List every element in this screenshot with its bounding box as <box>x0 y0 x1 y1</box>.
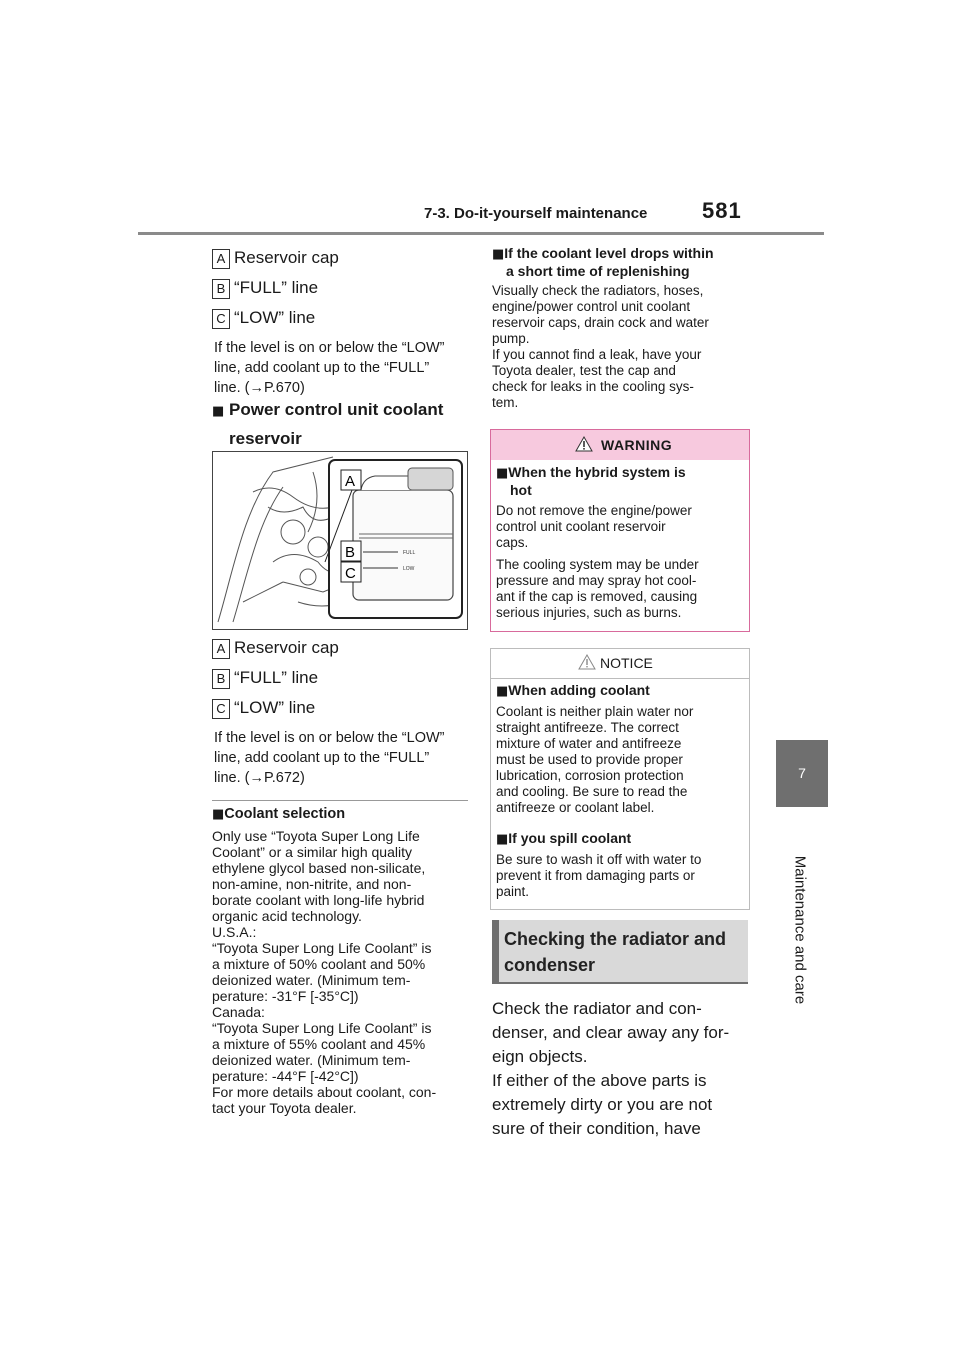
body-line: ethylene glycol based non-silicate, <box>212 860 426 876</box>
body-line: deionized water. (Minimum tem- <box>212 972 411 988</box>
list-item-label: Reservoir cap <box>234 638 339 657</box>
warning-triangle-icon <box>575 436 593 452</box>
section-divider <box>212 800 468 801</box>
full-mark-label: FULL <box>403 550 416 556</box>
heading-text: When the hybrid system is <box>508 464 686 480</box>
body-line: Coolant is neither plain water nor <box>496 704 694 719</box>
body-line: serious injuries, such as burns. <box>496 605 682 620</box>
body-line: borate coolant with long-life hybrid <box>212 892 425 908</box>
heading-accent-bar <box>492 920 499 982</box>
body-line: deionized water. (Minimum tem- <box>212 1052 411 1068</box>
level-note <box>214 338 466 398</box>
body-line: The cooling system may be under <box>496 557 699 572</box>
callout-tag: A <box>212 639 230 659</box>
section-title: 7-3. Do-it-yourself maintenance <box>424 205 648 222</box>
note-line: line. (→P.672) <box>214 770 305 786</box>
body-line: Do not remove the engine/power <box>496 503 692 518</box>
warning-title: WARNING <box>601 437 673 453</box>
heading-text: condenser <box>504 955 596 975</box>
callout-tag: C <box>212 309 230 329</box>
notice-para1 <box>496 704 746 816</box>
body-line: paint. <box>496 884 530 899</box>
body-line: must be used to provide proper <box>496 752 683 767</box>
body-line: a mixture of 50% coolant and 50% <box>212 956 426 972</box>
heading-text: If the coolant level drops within <box>504 245 714 261</box>
heading-text: Checking the radiator and <box>504 929 727 949</box>
heading-text: Power control unit coolant <box>229 400 444 419</box>
body-line: Check the radiator and con- <box>492 999 702 1018</box>
heading-text: a short time of replenishing <box>506 263 690 279</box>
heading-text: When adding coolant <box>508 682 650 698</box>
note-line: If the level is on or below the “LOW” <box>214 730 445 746</box>
square-bullet-icon: ■ <box>496 832 509 847</box>
body-line: eign objects. <box>492 1047 588 1066</box>
body-line: If you cannot find a leak, have your <box>492 347 702 362</box>
body-line: antifreeze or coolant label. <box>496 800 655 815</box>
body-line: “Toyota Super Long Life Coolant” is <box>212 940 432 956</box>
coolant-selection-body <box>212 828 474 1116</box>
body-line: caps. <box>496 535 529 550</box>
level-note <box>214 728 466 788</box>
square-bullet-icon: ■ <box>496 466 509 481</box>
notice-title: NOTICE <box>600 655 653 671</box>
body-line: prevent it from damaging parts or <box>496 868 695 883</box>
heading-rule <box>492 982 748 984</box>
body-line: extremely dirty or you are not <box>492 1095 713 1114</box>
heading-text: Coolant selection <box>224 806 346 822</box>
list-item-label: “LOW” line <box>234 698 316 717</box>
list-item-label: “FULL” line <box>234 668 319 687</box>
body-line: mixture of water and antifreeze <box>496 736 682 751</box>
callout-b: B <box>345 544 356 561</box>
radiator-heading <box>504 926 726 978</box>
notice-heading-1 <box>496 682 650 699</box>
list-item-label: “FULL” line <box>234 278 319 297</box>
warning-header <box>491 430 749 460</box>
callout-tag: A <box>212 249 230 269</box>
warning-heading <box>496 464 746 498</box>
callout-tag: C <box>212 699 230 719</box>
heading-text: reservoir <box>229 429 302 448</box>
coolant-selection-heading <box>212 806 345 822</box>
body-line: perature: -44°F [-42°C]) <box>212 1068 359 1084</box>
low-mark-label: LOW <box>403 566 415 572</box>
notice-heading-2 <box>496 830 631 847</box>
body-line: non-amine, non-nitrite, and non- <box>212 876 412 892</box>
caution-triangle-icon <box>578 654 596 670</box>
engine-illustration <box>212 451 468 630</box>
body-line: control unit coolant reservoir <box>496 519 666 534</box>
body-line: tem. <box>492 395 519 410</box>
body-line: ant if the cap is removed, causing <box>496 589 698 604</box>
note-line: If the level is on or below the “LOW” <box>214 340 445 356</box>
square-bullet-icon: ■ <box>496 684 509 699</box>
body-line: Coolant” or a similar high quality <box>212 844 412 860</box>
body-line: Canada: <box>212 1004 265 1020</box>
heading-text: If you spill coolant <box>508 830 632 846</box>
body-line: Only use “Toyota Super Long Life <box>212 828 420 844</box>
body-line: Be sure to wash it off with water to <box>496 852 702 867</box>
body-line: check for leaks in the cooling sys- <box>492 379 694 394</box>
pcu-heading <box>212 396 443 452</box>
warning-para1 <box>496 503 746 551</box>
square-bullet-icon: ■ <box>212 807 225 822</box>
body-line: engine/power control unit coolant <box>492 299 691 314</box>
square-bullet-icon: ■ <box>492 247 505 262</box>
body-line: For more details about coolant, con- <box>212 1084 437 1100</box>
notice-para2 <box>496 852 746 900</box>
page-number: 581 <box>702 198 742 223</box>
body-line: Visually check the radiators, hoses, <box>492 283 704 298</box>
body-line: lubrication, corrosion protection <box>496 768 684 783</box>
body-line: denser, and clear away any for- <box>492 1023 730 1042</box>
body-line: organic acid technology. <box>212 908 362 924</box>
body-line: “Toyota Super Long Life Coolant” is <box>212 1020 432 1036</box>
chapter-tab: 7 <box>776 740 828 807</box>
note-line: line, add coolant up to the “FULL” <box>214 360 430 376</box>
engine-drawing <box>213 452 467 629</box>
list-item-label: Reservoir cap <box>234 248 339 267</box>
body-line: If either of the above parts is <box>492 1071 707 1090</box>
body-line: sure of their condition, have <box>492 1119 701 1138</box>
callout-tag: B <box>212 279 230 299</box>
body-line: tact your Toyota dealer. <box>212 1100 357 1116</box>
heading-text: hot <box>510 482 532 498</box>
callout-c: C <box>345 565 356 582</box>
body-line: U.S.A.: <box>212 924 257 940</box>
chapter-title: Maintenance and care <box>791 855 809 1005</box>
body-line: pressure and may spray hot cool- <box>496 573 697 588</box>
body-line: straight antifreeze. The correct <box>496 720 679 735</box>
body-line: perature: -31°F [-35°C]) <box>212 988 359 1004</box>
note-line: line. (→P.670) <box>214 380 305 396</box>
chapter-label <box>760 830 840 1030</box>
body-line: a mixture of 55% coolant and 45% <box>212 1036 426 1052</box>
drop-heading <box>492 245 754 279</box>
square-bullet-icon: ■ <box>212 404 225 419</box>
body-line: Toyota dealer, test the cap and <box>492 363 676 378</box>
body-line: reservoir caps, drain cock and water <box>492 315 709 330</box>
drop-body <box>492 283 754 411</box>
body-line: and cooling. Be sure to read the <box>496 784 688 799</box>
list-item-label: “LOW” line <box>234 308 316 327</box>
header-rule <box>138 232 824 235</box>
warning-para2 <box>496 557 746 621</box>
callout-a: A <box>345 473 356 490</box>
notice-header-rule <box>490 678 749 679</box>
note-line: line, add coolant up to the “FULL” <box>214 750 430 766</box>
body-line: pump. <box>492 331 530 346</box>
callout-tag: B <box>212 669 230 689</box>
radiator-body <box>492 997 762 1141</box>
